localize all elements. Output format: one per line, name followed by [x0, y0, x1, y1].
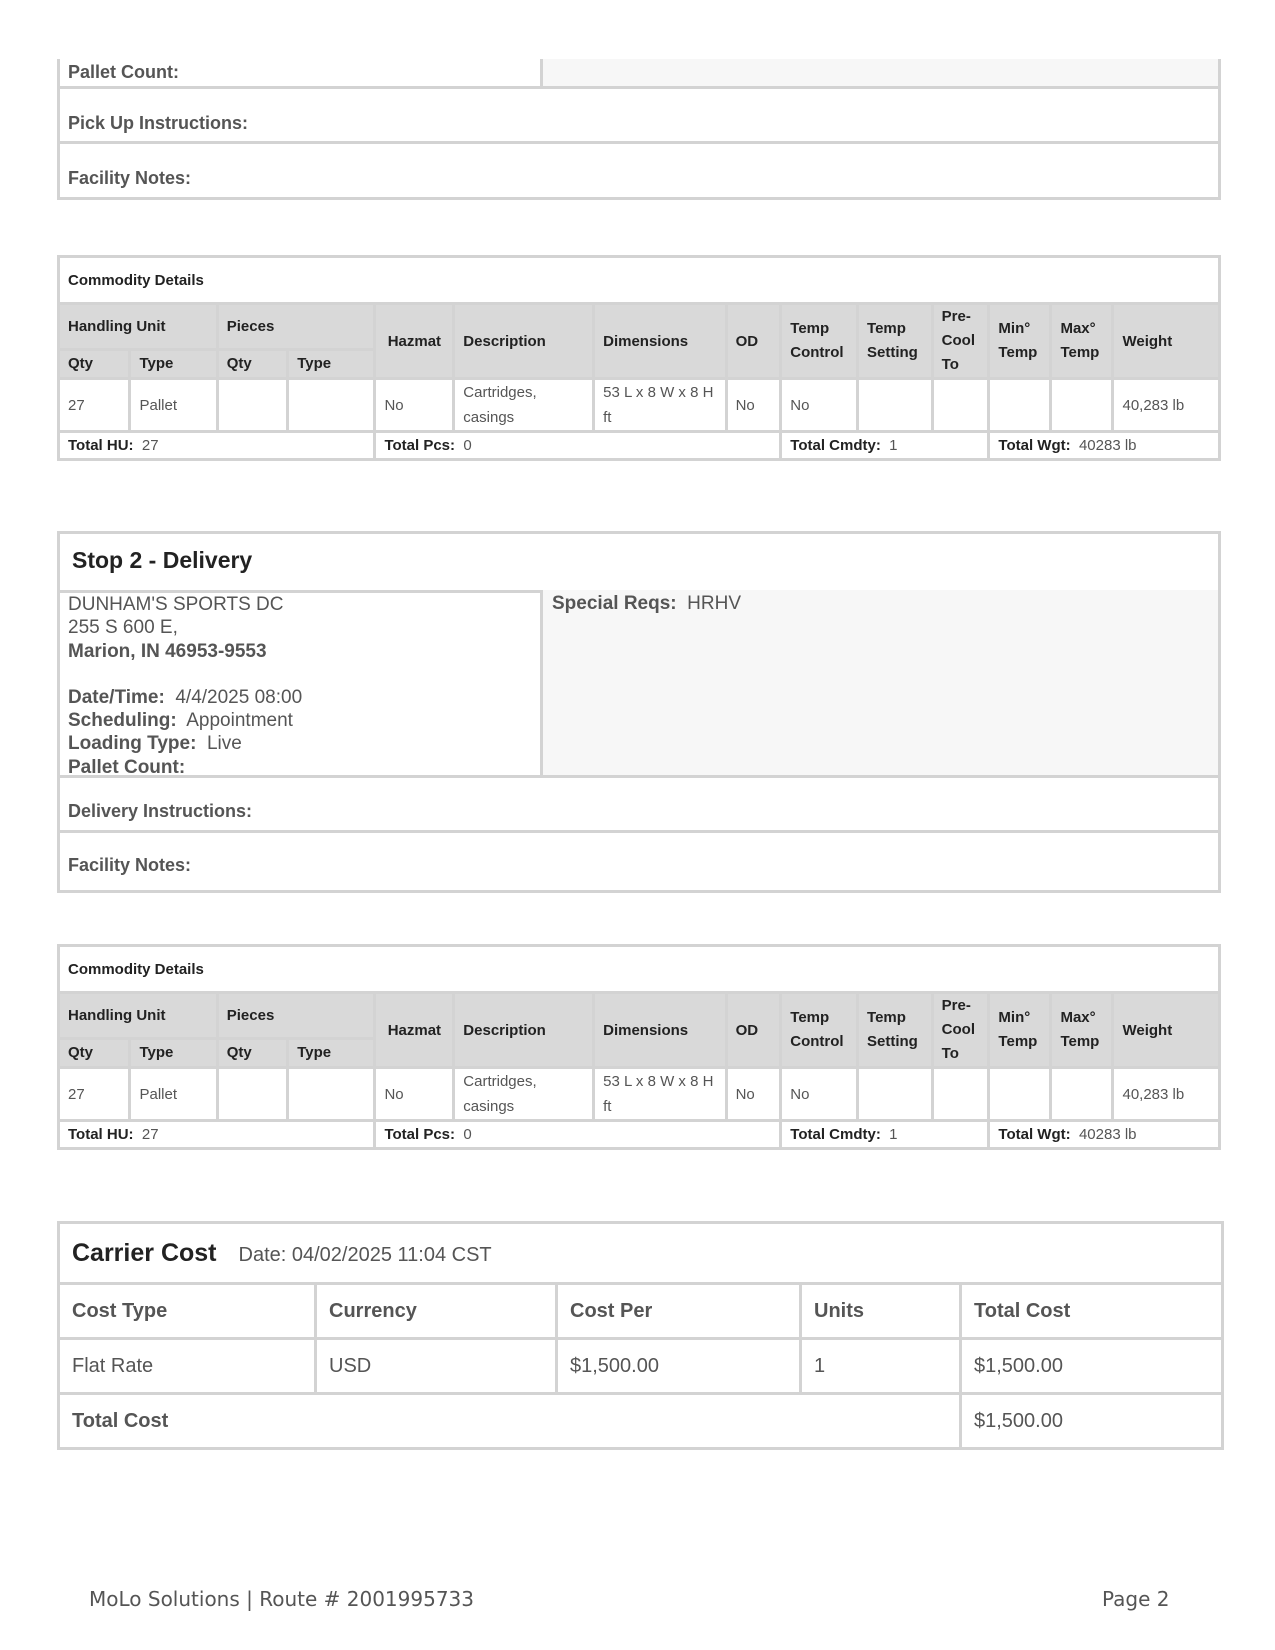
currency-header: Currency: [316, 1284, 557, 1339]
pre-cool-cell: [932, 379, 989, 432]
grand-total-row: [59, 1394, 1223, 1449]
pieces-type-cell: [288, 379, 375, 432]
hazmat-cell: No: [375, 379, 454, 432]
total-cost-header: Total Cost: [961, 1284, 1223, 1339]
carrier-cost-date: Date: 04/02/2025 11:04 CST: [238, 1243, 492, 1266]
total-wgt-value: 40283 lb: [1078, 1126, 1137, 1143]
od-header: OD: [726, 993, 781, 1068]
stop-title: Stop 2 - Delivery: [72, 547, 253, 573]
cost-type-cell: Flat Rate: [59, 1339, 316, 1394]
hazmat-header: Hazmat: [375, 993, 454, 1068]
dimensions-header: Dimensions: [594, 304, 726, 379]
pallet-count-right-panel: [540, 59, 1218, 86]
loading-type-line: [68, 732, 532, 755]
facility-notes-label: Facility Notes:: [68, 168, 192, 188]
min-temp-cell: [989, 1068, 1051, 1121]
min-temp-header: Min° Temp: [989, 304, 1051, 379]
max-temp-cell: [1051, 379, 1113, 432]
hu-qty-header: Qty: [59, 349, 130, 378]
temp-control-cell: No: [781, 1068, 858, 1121]
datetime-line: [68, 686, 532, 709]
min-temp-cell: [989, 379, 1051, 432]
totals-row: [59, 1121, 1220, 1149]
hu-qty-cell: 27: [59, 1068, 130, 1121]
special-reqs-panel: [543, 590, 1218, 778]
carrier-cost-title: Carrier Cost: [72, 1238, 217, 1267]
dimensions-header: Dimensions: [594, 993, 726, 1068]
pallet-count-row: [60, 59, 1218, 89]
pieces-header: Pieces: [217, 304, 375, 350]
temp-setting-cell: [858, 379, 933, 432]
total-pcs-cell: [375, 432, 781, 460]
pallet-count-label: Pallet Count:: [68, 756, 186, 778]
table-row: [59, 1339, 1223, 1394]
cost-type-header: Cost Type: [59, 1284, 316, 1339]
pre-cool-cell: [932, 1068, 989, 1121]
facility-notes-row: [60, 833, 1218, 890]
total-pcs-value: 0: [463, 437, 472, 454]
commodity-details-table-2: [57, 944, 1221, 1150]
street-address: 255 S 600 E,: [68, 617, 178, 639]
dimensions-cell: 53 L x 8 W x 8 H ft: [594, 1068, 726, 1121]
total-cmdty-value: 1: [889, 1126, 898, 1143]
pieces-type-cell: [288, 1068, 375, 1121]
max-temp-header: Max° Temp: [1051, 304, 1113, 379]
hu-type-cell: Pallet: [130, 379, 217, 432]
total-pcs-label: Total Pcs:: [384, 437, 456, 454]
total-cmdty-label: Total Cmdty:: [790, 437, 881, 454]
table-row: [59, 1068, 1220, 1121]
hazmat-header: Hazmat: [375, 304, 454, 379]
total-hu-cell: [59, 1121, 375, 1149]
hu-type-header: Type: [130, 1038, 217, 1067]
city-state-zip: Marion, IN 46953-9553: [68, 640, 267, 662]
total-hu-label: Total HU:: [68, 1126, 134, 1143]
od-header: OD: [726, 304, 781, 379]
temp-setting-cell: [858, 1068, 933, 1121]
commodity-title: Commodity Details: [59, 257, 1220, 304]
max-temp-cell: [1051, 1068, 1113, 1121]
pieces-type-header: Type: [288, 1038, 375, 1067]
units-cell: 1: [801, 1339, 961, 1394]
pieces-qty-header: Qty: [217, 1038, 287, 1067]
commodity-details-table-1: [57, 255, 1221, 461]
total-hu-cell: [59, 432, 375, 460]
commodity-title: Commodity Details: [59, 946, 1220, 993]
total-hu-label: Total HU:: [68, 437, 134, 454]
description-cell: Cartridges, casings: [454, 379, 594, 432]
total-cmdty-value: 1: [889, 437, 898, 454]
pickup-instructions-row: [60, 89, 1218, 144]
handling-unit-header: Handling Unit: [59, 304, 218, 350]
totals-row: [59, 432, 1220, 460]
loading-type-value: Live: [206, 733, 242, 755]
temp-control-header: Temp Control: [781, 993, 858, 1068]
facility-name: DUNHAM'S SPORTS DC: [68, 594, 284, 615]
pallet-count-label: Pallet Count:: [68, 62, 179, 82]
total-wgt-label: Total Wgt:: [998, 1126, 1071, 1143]
total-wgt-label: Total Wgt:: [998, 437, 1071, 454]
table-row: [59, 379, 1220, 432]
od-cell: No: [726, 379, 781, 432]
total-pcs-cell: [375, 1121, 781, 1149]
pieces-type-header: Type: [288, 349, 375, 378]
footer-page-number: Page 2: [1102, 1587, 1170, 1611]
grand-total-value: $1,500.00: [961, 1394, 1223, 1449]
weight-cell: 40,283 lb: [1113, 379, 1220, 432]
scheduling-label: Scheduling:: [68, 710, 177, 732]
temp-control-cell: No: [781, 379, 858, 432]
handling-unit-header: Handling Unit: [59, 993, 218, 1039]
hu-type-header: Type: [130, 349, 217, 378]
description-header: Description: [454, 304, 594, 379]
loading-type-label: Loading Type:: [68, 733, 197, 755]
pre-cool-header: Pre-Cool To: [932, 993, 989, 1068]
min-temp-header: Min° Temp: [989, 993, 1051, 1068]
footer-route: MoLo Solutions | Route # 2001995733: [89, 1587, 474, 1611]
temp-control-header: Temp Control: [781, 304, 858, 379]
total-cost-cell: $1,500.00: [961, 1339, 1223, 1394]
pieces-header: Pieces: [217, 993, 375, 1039]
od-cell: No: [726, 1068, 781, 1121]
datetime-label: Date/Time:: [68, 686, 165, 708]
pieces-qty-header: Qty: [217, 349, 287, 378]
total-cmdty-label: Total Cmdty:: [790, 1126, 881, 1143]
total-cmdty-cell: [781, 432, 989, 460]
datetime-value: 4/4/2025 08:00: [175, 686, 303, 708]
weight-header: Weight: [1113, 304, 1220, 379]
temp-setting-header: Temp Setting: [858, 993, 933, 1068]
grand-total-label: Total Cost: [59, 1394, 961, 1449]
hazmat-cell: No: [375, 1068, 454, 1121]
units-header: Units: [801, 1284, 961, 1339]
max-temp-header: Max° Temp: [1051, 993, 1113, 1068]
pickup-stop-continuation: [57, 59, 1221, 200]
hu-qty-cell: 27: [59, 379, 130, 432]
carrier-cost-table: [57, 1221, 1224, 1450]
facility-notes-label: Facility Notes:: [68, 855, 192, 875]
carrier-cost-header: [59, 1223, 1223, 1284]
total-pcs-label: Total Pcs:: [384, 1126, 456, 1143]
dimensions-cell: 53 L x 8 W x 8 H ft: [594, 379, 726, 432]
carrier-cost-header-row: [59, 1284, 1223, 1339]
description-cell: Cartridges, casings: [454, 1068, 594, 1121]
pickup-instructions-label: Pick Up Instructions:: [68, 113, 249, 133]
total-hu-value: 27: [141, 1126, 159, 1143]
total-hu-value: 27: [141, 437, 159, 454]
stop-address-panel: [60, 590, 543, 778]
pre-cool-header: Pre-Cool To: [932, 304, 989, 379]
hu-type-cell: Pallet: [130, 1068, 217, 1121]
temp-setting-header: Temp Setting: [858, 304, 933, 379]
cost-per-header: Cost Per: [557, 1284, 801, 1339]
stop-2-delivery: [57, 531, 1221, 893]
delivery-instructions-row: [60, 778, 1218, 833]
total-pcs-value: 0: [463, 1126, 472, 1143]
special-reqs-value: HRHV: [687, 593, 742, 614]
total-wgt-value: 40283 lb: [1078, 437, 1137, 454]
hu-qty-header: Qty: [59, 1038, 130, 1067]
weight-cell: 40,283 lb: [1113, 1068, 1220, 1121]
pieces-qty-cell: [217, 1068, 287, 1121]
facility-notes-row: [60, 144, 1218, 197]
scheduling-line: [68, 709, 532, 732]
total-wgt-cell: [989, 1121, 1220, 1149]
description-header: Description: [454, 993, 594, 1068]
scheduling-value: Appointment: [186, 710, 293, 732]
weight-header: Weight: [1113, 993, 1220, 1068]
delivery-instructions-label: Delivery Instructions:: [68, 801, 253, 821]
total-cmdty-cell: [781, 1121, 989, 1149]
currency-cell: USD: [316, 1339, 557, 1394]
special-reqs-label: Special Reqs:: [552, 593, 677, 614]
total-wgt-cell: [989, 432, 1220, 460]
stop-header: [60, 534, 1218, 593]
pieces-qty-cell: [217, 379, 287, 432]
cost-per-cell: $1,500.00: [557, 1339, 801, 1394]
